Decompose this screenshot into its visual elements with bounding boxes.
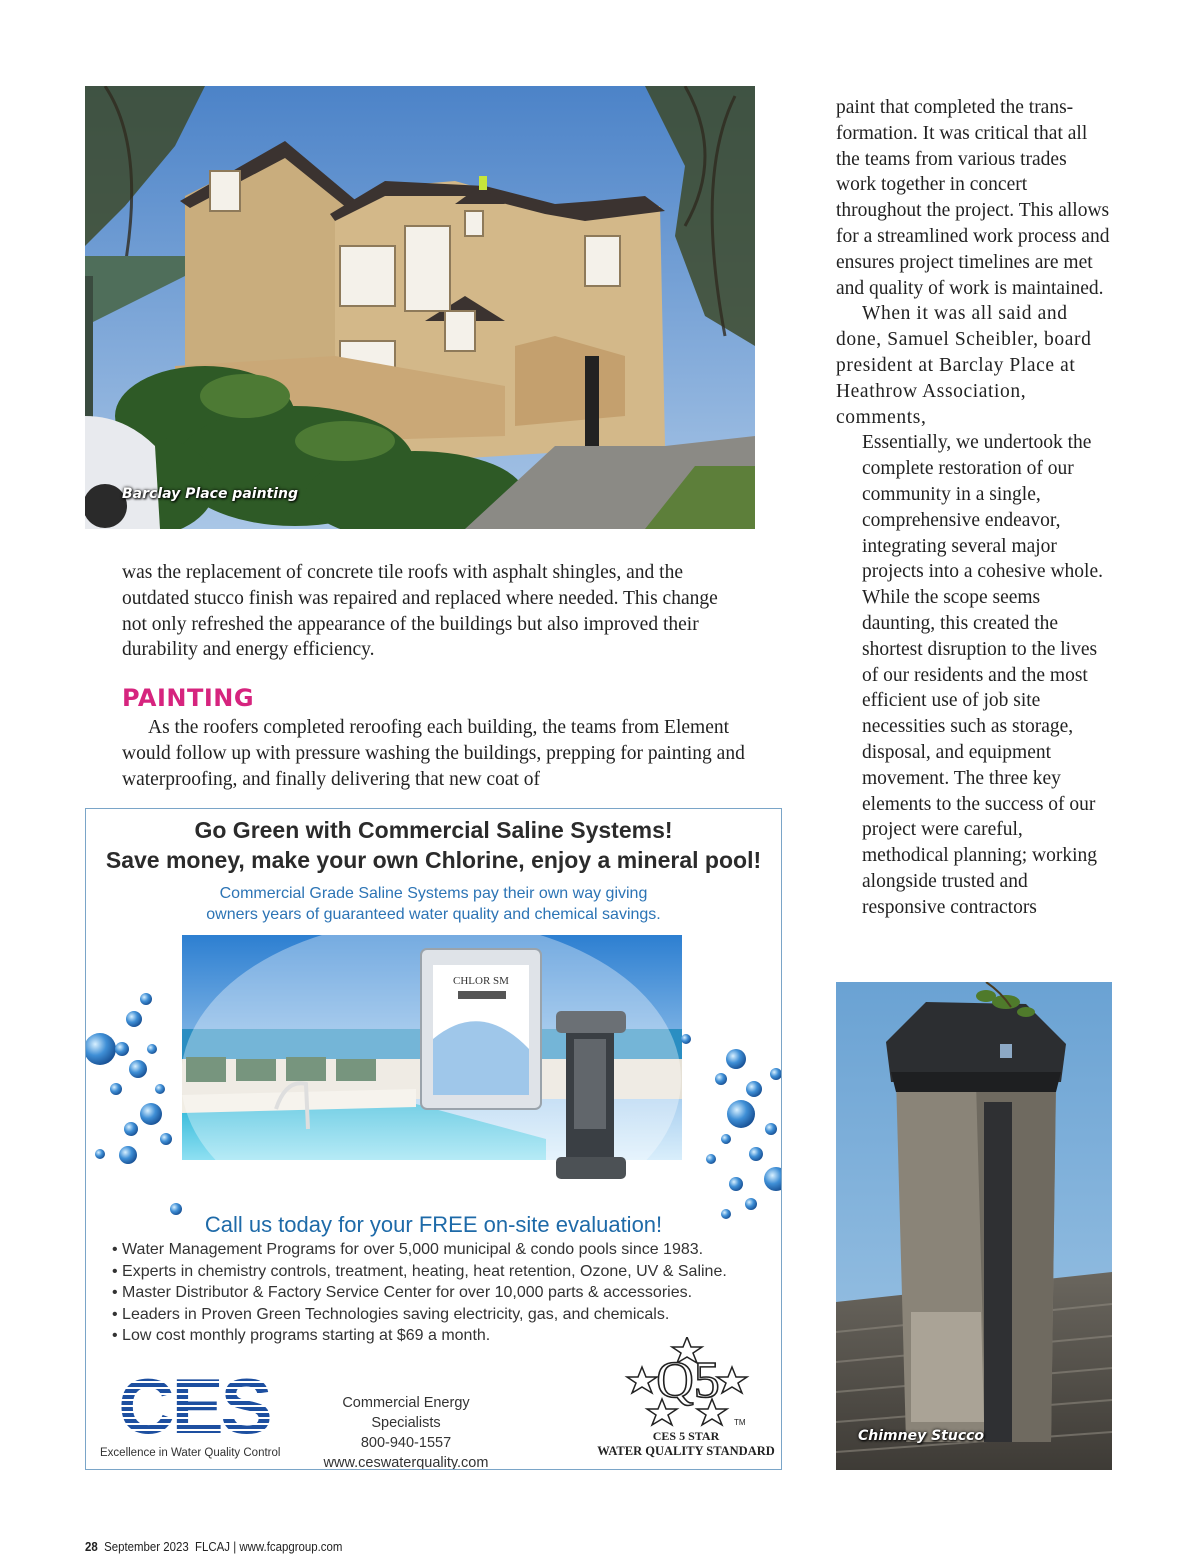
publication-name: FLCAJ — [195, 1539, 231, 1554]
footer-website[interactable]: www.fcapgroup.com — [239, 1539, 343, 1554]
ad-company: Commercial Energy Specialists — [342, 1395, 470, 1431]
ad-subline-2: owners years of guaranteed water quality and chemical savings. — [206, 906, 661, 923]
photo-caption-top: Barclay Place painting — [122, 486, 299, 502]
block-quote: Essentially, we undertook the complete restoration of our community in a single, comprehensive endeavor, integrating several major projects into a cohesive whole. While the scope seems daunting, this created the shortest disruption to the lives of our residents and the most efficient use of job site necessities such as storage, disposal, and equipment movement. The three key elements to the success of our project were careful, methodical planning; working alongside trusted and responsive contractors — [862, 432, 1103, 918]
advertisement-ces — [85, 808, 782, 1470]
right-paragraph-2: When it was all said and done, Samuel Scheibler, board president at Barclay Place at Heathrow Association, comments, — [836, 303, 1092, 428]
ad-bullet-list — [112, 1239, 727, 1347]
photo-caption-right: Chimney Stucco — [858, 1428, 985, 1444]
right-column-text — [836, 95, 1111, 921]
ad-phone: 800-940-1557 — [360, 1435, 452, 1451]
left-paragraph-2 — [122, 715, 752, 792]
ad-headline-1: Go Green with Commercial Saline Systems! — [194, 817, 673, 843]
page-number: 28 — [85, 1539, 98, 1554]
ces-logo-text: CES — [118, 1371, 270, 1441]
q5-star-badge — [622, 1337, 752, 1427]
footer-separator: | — [233, 1539, 237, 1554]
ad-bullet: • Master Distributor & Factory Service Center for over 10,000 parts & accessories. — [112, 1282, 727, 1304]
house-illustration — [85, 86, 755, 529]
device-label: CHLOR SM — [453, 975, 509, 987]
ad-bullet: • Experts in chemistry controls, treatment, heating, heat retention, Ozone, UV & Saline. — [112, 1261, 727, 1283]
ad-call-to-action: Call us today for your FREE on-site evaluation! — [204, 1212, 663, 1237]
q5-mark: Q5 — [656, 1352, 720, 1409]
right-paragraph-1: paint that completed the trans-formation. It was critical that all the teams from various trades work together in concert throughout the project. This allows for a streamlined work process and ensures project timelines are met and quality of work is maintained. — [836, 97, 1110, 299]
trademark: TM — [734, 1418, 746, 1427]
pool-saline-illustration — [86, 929, 782, 1229]
chimney-illustration — [836, 982, 1112, 1470]
ad-tagline: Excellence in Water Quality Control — [100, 1447, 281, 1459]
ad-contact-block — [311, 1393, 501, 1470]
ad-bullet: • Leaders in Proven Green Technologies saving electricity, gas, and chemicals. — [112, 1304, 727, 1326]
photo-chimney-stucco — [836, 982, 1112, 1470]
ad-subline-1: Commercial Grade Saline Systems pay their own way giving — [219, 885, 648, 902]
issue-date: September 2023 — [104, 1539, 189, 1554]
left-paragraph-1: was the replacement of concrete tile roofs with asphalt shingles, and the outdated stucco finish was repaired and replaced where needed. This change not only refreshed the appearance of the buildings but also improved their durability and energy efficiency. — [122, 562, 718, 661]
page-footer — [85, 1539, 342, 1554]
badge-line-2: WATER QUALITY STANDARD — [597, 1444, 775, 1458]
badge-line-1: CES 5 STAR — [652, 1429, 720, 1443]
ad-website: www.ceswaterquality.com — [323, 1455, 489, 1470]
ad-bullet: • Water Management Programs for over 5,000 municipal & condo pools since 1983. — [112, 1239, 727, 1261]
ad-headline-2: Save money, make your own Chlorine, enjoy a mineral pool! — [105, 847, 762, 873]
section-heading-painting: PAINTING — [122, 684, 255, 712]
ces-logo — [104, 1371, 284, 1441]
ad-bullet: • Low cost monthly programs starting at $69 a month. — [112, 1325, 727, 1347]
left-paragraph-2-text: As the roofers completed reroofing each building, the teams from Element would follow up with pressure washing the buildings, prepping for painting and waterproofing, and finally delivering that new coat of — [122, 717, 745, 790]
photo-barclay-place — [85, 86, 755, 529]
